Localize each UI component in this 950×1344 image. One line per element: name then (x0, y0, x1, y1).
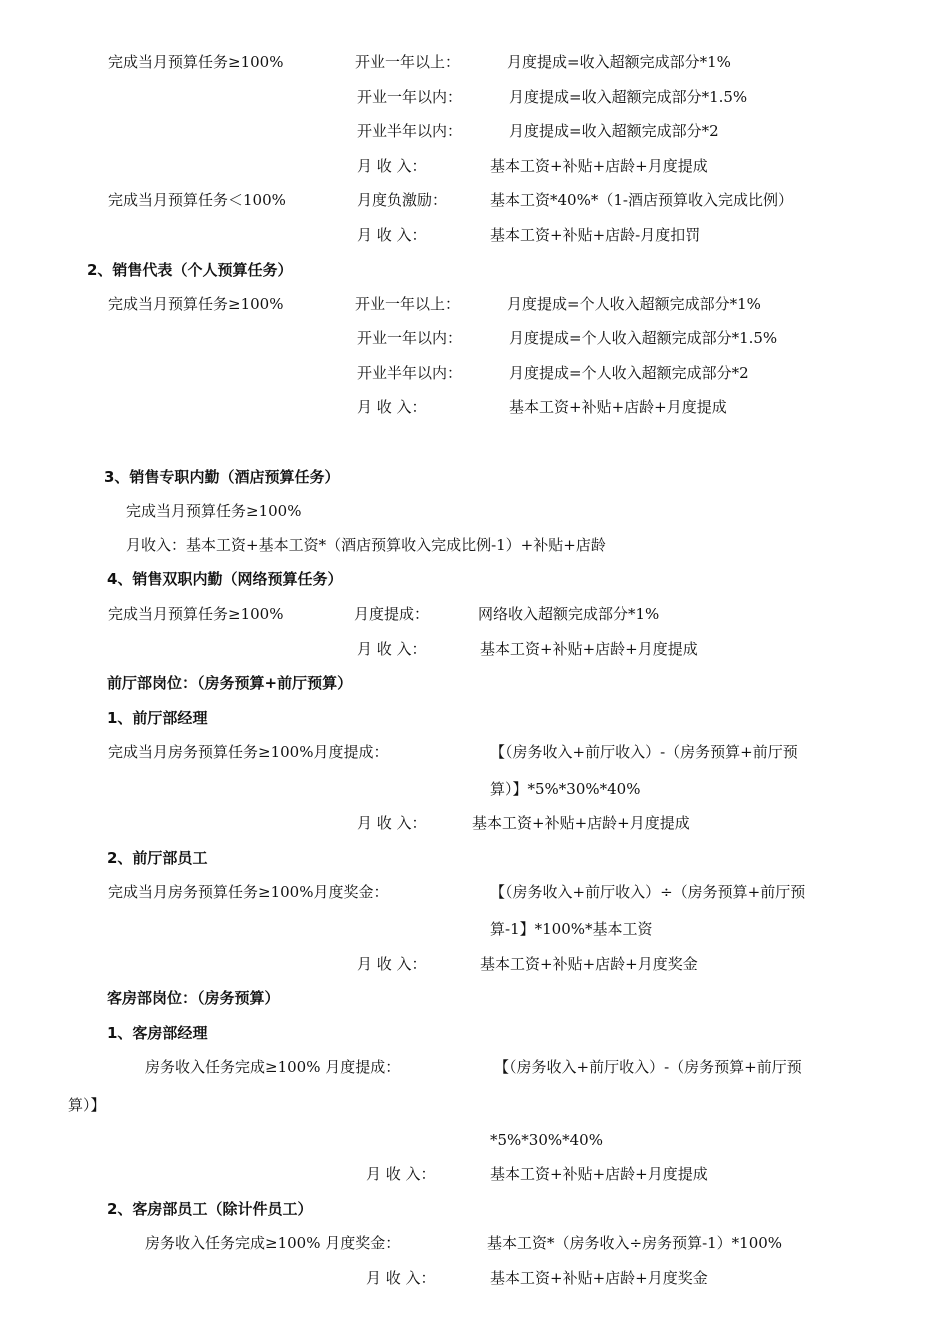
text-line: 完成当月预算任务≥100% (108, 605, 284, 623)
text-line: 月度负激励： (357, 191, 448, 209)
text-line: 基本工资+补贴+店龄+月度提成 (490, 1165, 708, 1183)
text-line: 月度提成=收入超额完成部分*2 (509, 122, 719, 140)
text-line: 开业半年以内： (357, 122, 463, 140)
text-line: 【（房务收入+前厅收入）-（房务预算+前厅预 (494, 1058, 802, 1076)
text-line: 开业半年以内： (357, 364, 463, 382)
text-line: 开业一年以上： (355, 295, 461, 313)
text-line: 月 收 入： (366, 1165, 436, 1183)
text-line: *5%*30%*40% (490, 1131, 603, 1149)
text-line: 月度提成=个人收入超额完成部分*2 (509, 364, 749, 382)
text-line: 基本工资*（房务收入÷房务预算-1）*100% (487, 1234, 783, 1252)
text-line: 基本工资+补贴+店龄+月度提成 (472, 814, 690, 832)
text-line: 月 收 入： (357, 814, 427, 832)
text-line: 算）】*5%*30%*40% (490, 780, 641, 798)
section-heading: 前厅部岗位：（房务预算+前厅预算） (107, 674, 353, 692)
text-line: 月 收 入： (357, 640, 427, 658)
text-line: 网络收入超额完成部分*1% (478, 605, 660, 623)
text-line: 【（房务收入+前厅收入）÷（房务预算+前厅预 (490, 883, 806, 901)
text-line: 完成当月预算任务≥100% (126, 502, 302, 520)
text-line: 月 收 入： (366, 1269, 436, 1287)
text-line: 月 收 入： (357, 398, 427, 416)
section-heading: 1、前厅部经理 (107, 709, 208, 727)
text-line: 基本工资+补贴+店龄+月度提成 (480, 640, 698, 658)
text-line: 月 收 入： (357, 226, 427, 244)
text-line: 完成当月房务预算任务≥100%月度奖金： (108, 883, 389, 901)
text-line: 基本工资*40%*（1-酒店预算收入完成比例） (490, 191, 793, 209)
text-line: 月度提成=个人收入超额完成部分*1.5% (509, 329, 778, 347)
text-line: 完成当月房务预算任务≥100%月度提成： (108, 743, 389, 761)
text-line: 完成当月预算任务≥100% (108, 53, 284, 71)
text-line: 基本工资+补贴+店龄+月度提成 (490, 157, 708, 175)
text-line: 基本工资+补贴+店龄+月度奖金 (490, 1269, 708, 1287)
section-heading: 2、客房部员工（除计件员工） (107, 1200, 313, 1218)
text-line: 完成当月预算任务≥100% (108, 295, 284, 313)
text-line: 开业一年以内： (357, 329, 463, 347)
section-heading: 2、前厅部员工 (107, 849, 208, 867)
text-line: 基本工资+补贴+店龄+月度提成 (509, 398, 727, 416)
text-line: 【（房务收入+前厅收入）-（房务预算+前厅预 (490, 743, 798, 761)
section-heading: 4、销售双职内勤（网络预算任务） (107, 570, 343, 588)
text-line: 月 收 入： (357, 157, 427, 175)
section-heading: 3、销售专职内勤（酒店预算任务） (104, 468, 340, 486)
section-heading: 客房部岗位：（房务预算） (107, 989, 280, 1007)
text-line: 月度提成=收入超额完成部分*1% (507, 53, 731, 71)
text-line: 算）】 (68, 1096, 106, 1114)
section-heading: 1、客房部经理 (107, 1024, 208, 1042)
text-line: 月 收 入： (357, 955, 427, 973)
text-line: 月度提成=收入超额完成部分*1.5% (509, 88, 748, 106)
text-line: 基本工资+补贴+店龄+月度奖金 (480, 955, 698, 973)
text-line: 开业一年以上： (355, 53, 461, 71)
text-line: 月收入：基本工资+基本工资*（酒店预算收入完成比例-1）+补贴+店龄 (126, 536, 606, 554)
text-line: 房务收入任务完成≥100% 月度奖金： (145, 1234, 401, 1252)
section-heading: 2、销售代表（个人预算任务） (87, 261, 293, 279)
text-line: 开业一年以内： (357, 88, 463, 106)
text-line: 算-1】*100%*基本工资 (490, 920, 653, 938)
text-line: 房务收入任务完成≥100% 月度提成： (145, 1058, 401, 1076)
text-line: 月度提成： (354, 605, 430, 623)
text-line: 月度提成=个人收入超额完成部分*1% (507, 295, 761, 313)
text-line: 基本工资+补贴+店龄-月度扣罚 (490, 226, 701, 244)
text-line: 完成当月预算任务＜100% (108, 191, 286, 209)
